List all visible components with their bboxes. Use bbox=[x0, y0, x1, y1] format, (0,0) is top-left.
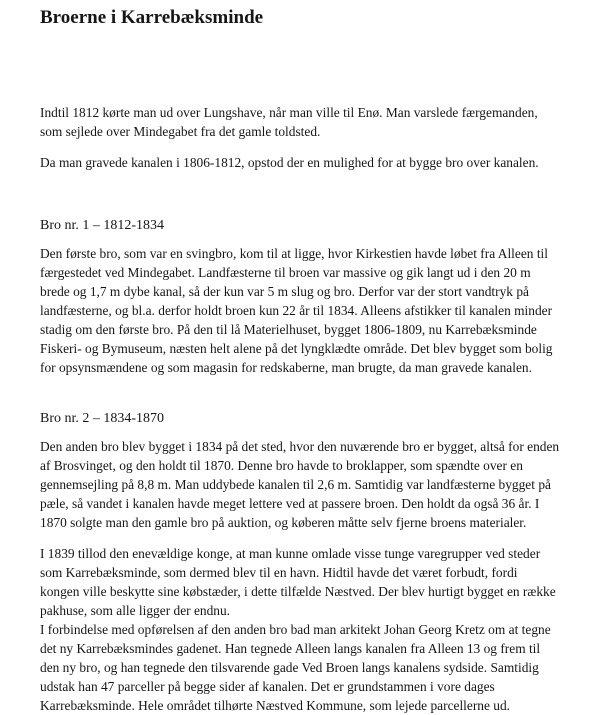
bro-2-paragraph-3: I forbindelse med opførelsen af den anden bro bad man arkitekt Johan Georg Kretz om at tegne det ny Karrebæksmindes gadenet. Han tegnede Alleen langs kanalen fra Alleen 13 og frem til den ny bro, og han tegnede den tilsvarende gade Ved Broen langs kanalens sydside. Samtidig udstak han 47 parceller på begge sider af kanalen. Det er grundstammen i vore dages Karrebæksminde. Hele området tilhørte Næstved Kommune, som lejede parcellerne ud. bbox=[40, 622, 551, 713]
intro-paragraph-1: Indtil 1812 kørte man ud over Lungshave, når man ville til Enø. Man varslede færgemanden, som sejlede over Mindegabet fra det gamle toldsted. bbox=[40, 105, 538, 139]
section-heading-bro-2: Bro nr. 2 – 1834-1870 bbox=[40, 411, 165, 426]
bro-2-paragraph-1: Den anden bro blev bygget i 1834 på det sted, hvor den nuværende bro er bygget, altså for enden af Brosvinget, og den holdt til 1870. Denne bro havde to broklapper, som spændte over en gennemsejling på 8,8 m. Man uddybede kanalen til 2,6 m. Samtidig var landfæsterne bygget på pæle, så vandet i kanalen havde meget lettere ved at passere broen. Den holdt da også 36 år. I 1870 solgte man den gamle bro på auktion, og køberen måtte selv fjerne broens materialer. bbox=[40, 439, 560, 530]
bro-1-paragraph-1: Den første bro, som var en svingbro, kom til at ligge, hvor Kirkestien havde løbet fra Alleen til færgestedet ved Mindegabet. Landfæsterne til broen var massive og gik langt ud i den 20 m brede og 1,7 m dybe kanal, så der kun var 5 m slug og bro. Derfor var der stort vandtryk på landfæsterne, og bl.a. derfor holdt broen kun 22 år til 1834. Alleens afstikker til kanalen minder stadig om den første bro. På den til lå Materielhuset, bygget 1806-1809, nu Karrebæksminde Fiskeri- og Bymuseum, næsten helt alene på det lyngklædte område. Det blev bygget som bolig for opsynsmændene og som magasin for redskaberne, man brugte, da man gravede kanalen. bbox=[40, 246, 553, 375]
document-title: Broerne i Karrebæksminde bbox=[40, 7, 264, 28]
section-heading-bro-1: Bro nr. 1 – 1812-1834 bbox=[40, 218, 165, 233]
intro-paragraph-2: Da man gravede kanalen i 1806-1812, opstod der en mulighed for at bygge bro over kanalen. bbox=[40, 155, 539, 170]
bro-2-paragraph-2: I 1839 tillod den enevældige konge, at man kunne omlade visse tunge varegrupper ved steder som Karrebæksminde, som dermed blev til en havn. Hidtil havde det været forbudt, fordi kongen ville beskytte sine købstæder, i dette tilfælde Næstved. Der blev hurtigt bygget en række pakhuse, som alle ligger der endnu. bbox=[40, 546, 556, 618]
